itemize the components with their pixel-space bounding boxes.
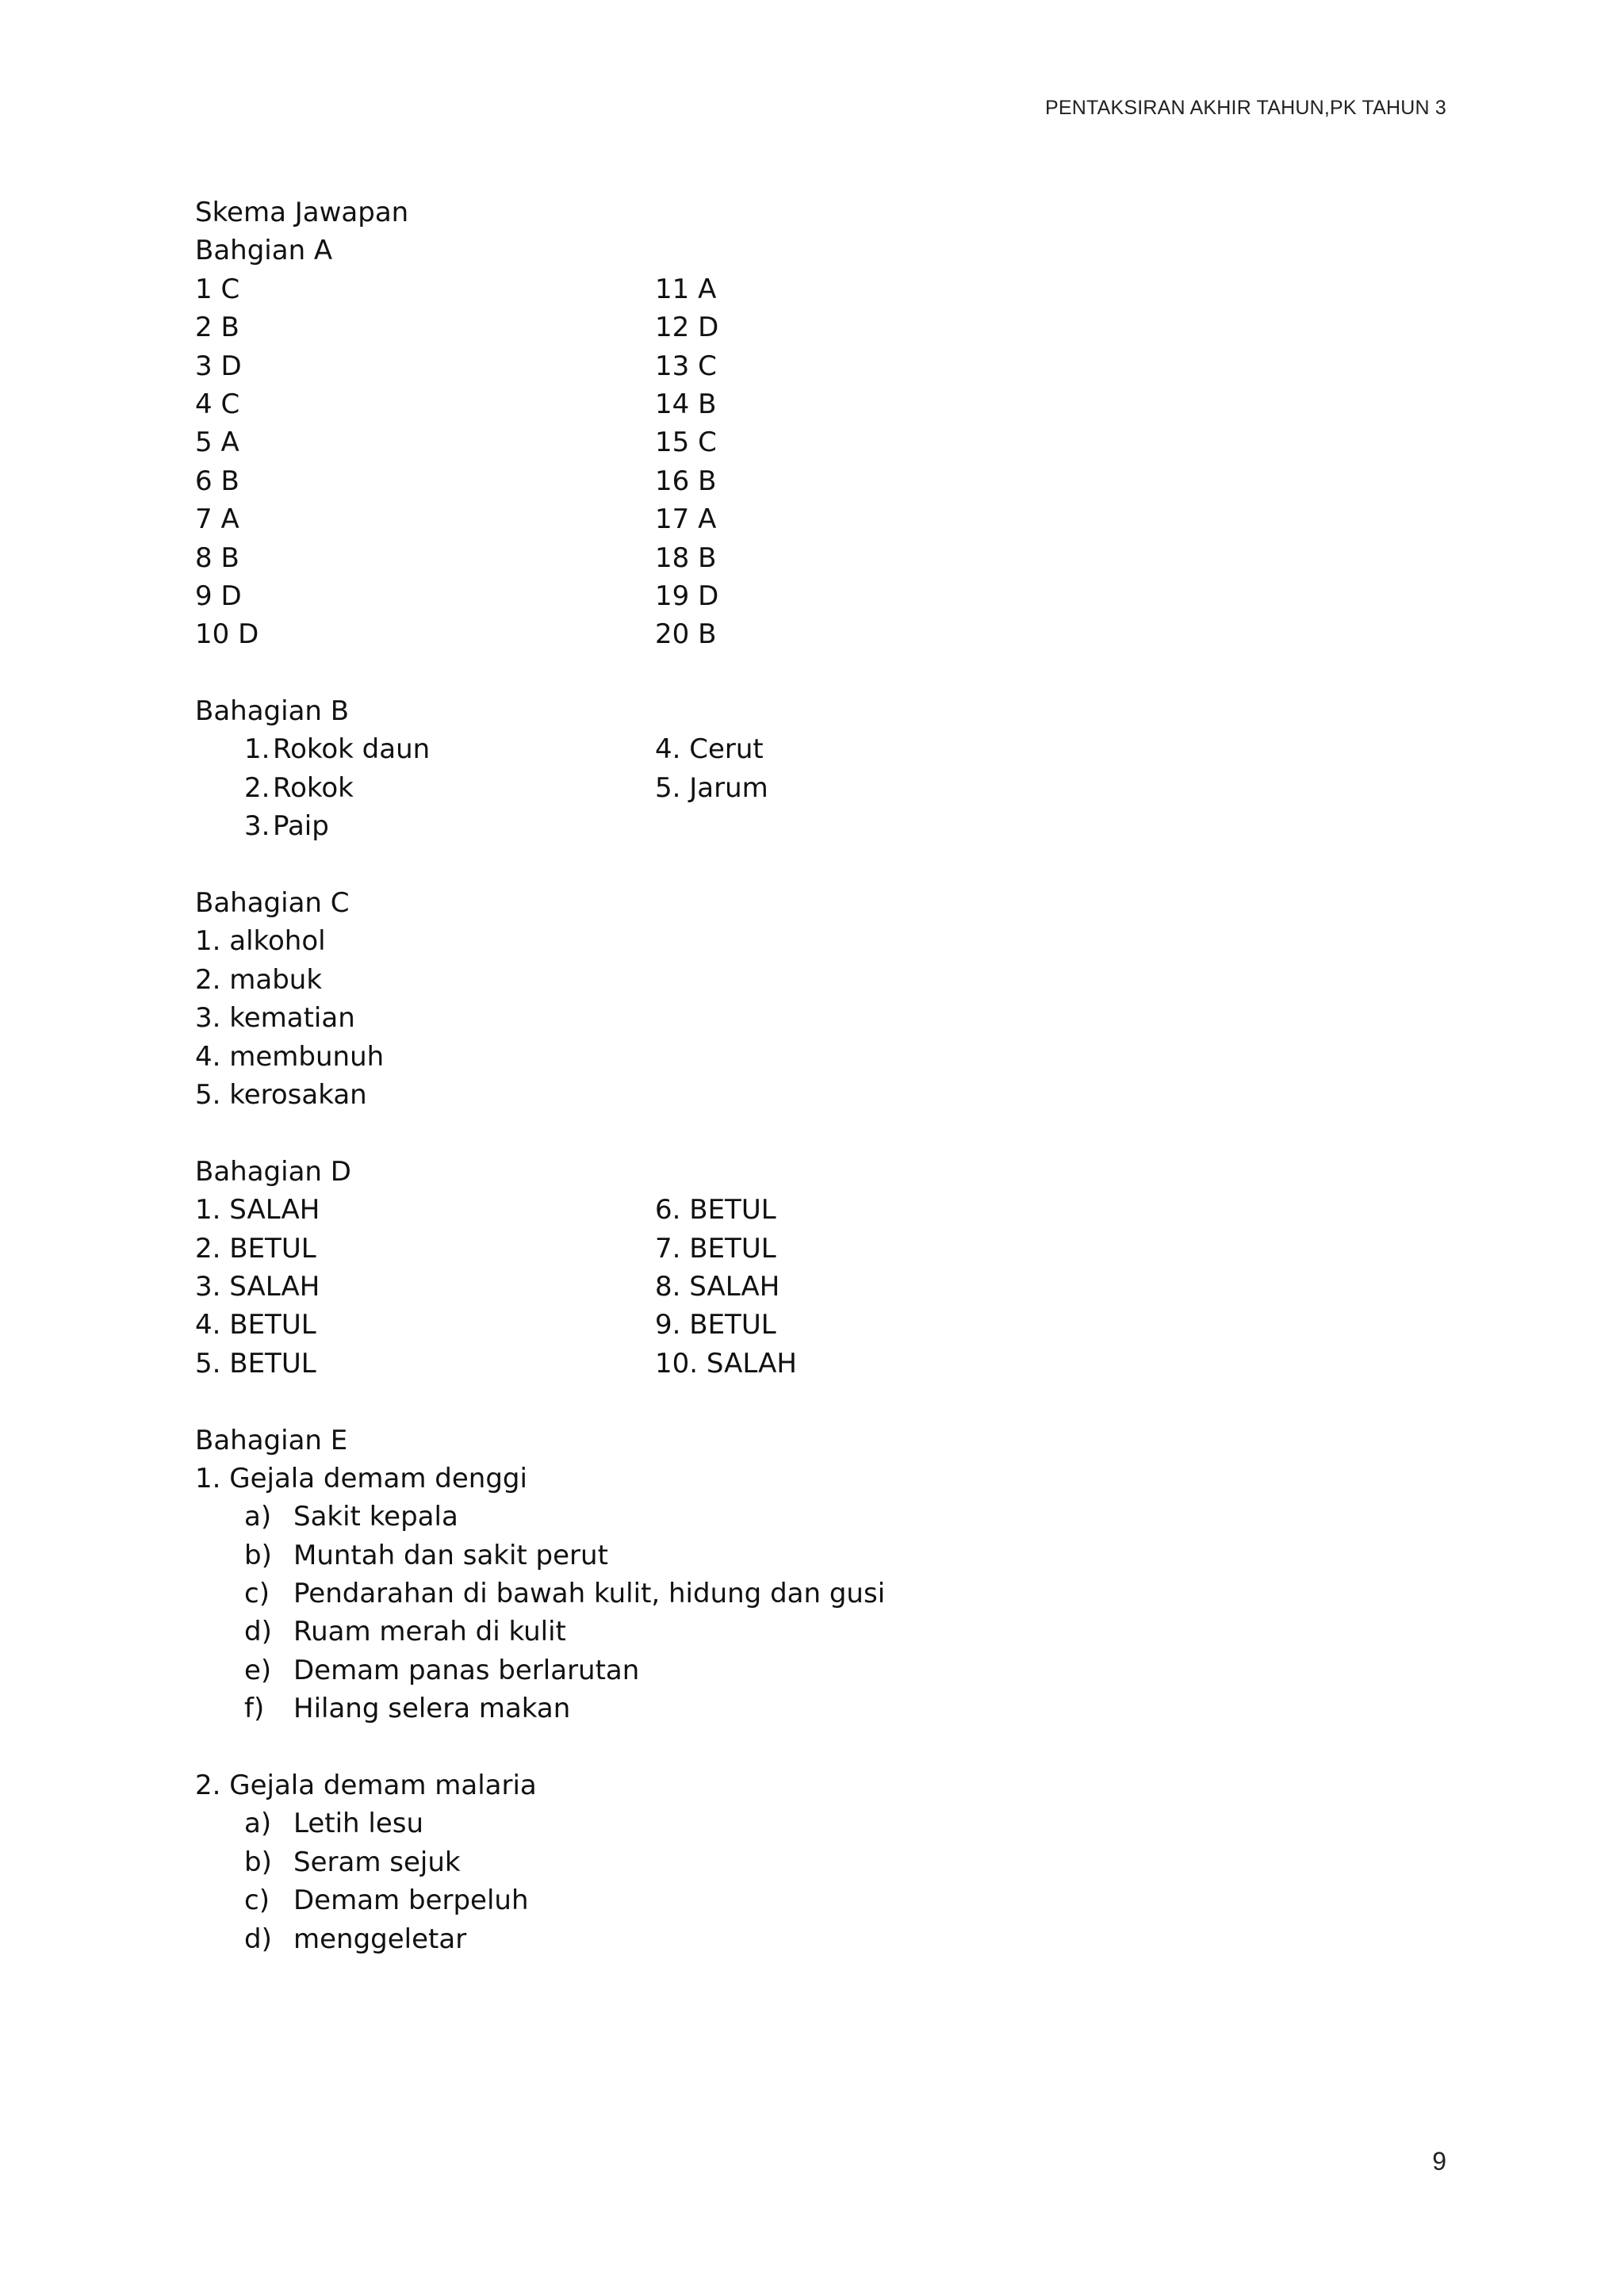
item-text: Pendarahan di bawah kulit, hidung dan gusi <box>293 1578 886 1610</box>
answer-left: 10 D <box>195 618 259 651</box>
answer-right: 13 C <box>655 350 717 382</box>
item-text: Ruam merah di kulit <box>293 1616 566 1648</box>
item-letter: e) <box>244 1654 272 1686</box>
list-item: 5. kerosakan <box>195 1078 367 1111</box>
list-item <box>195 1843 1464 1881</box>
item-text: Rokok daun <box>273 733 431 766</box>
answer-left: 4. BETUL <box>195 1309 316 1341</box>
answer-row <box>195 462 1464 500</box>
answer-row <box>195 1306 1464 1344</box>
item-number: 2. <box>244 771 270 804</box>
answer-row <box>195 308 1464 346</box>
answer-right: 19 D <box>655 580 719 612</box>
item-text: Paip <box>273 810 329 843</box>
section-b-heading: Bahagian B <box>195 695 350 728</box>
section-e-heading: Bahagian E <box>195 1424 348 1456</box>
spacer <box>195 1114 1464 1152</box>
item-letter: c) <box>244 1885 270 1917</box>
answer-right: 4. Cerut <box>655 733 764 766</box>
answer-row <box>195 807 1464 845</box>
list-item: 3. kematian <box>195 1002 355 1035</box>
section-d-heading: Bahagian D <box>195 1155 351 1188</box>
page-number: 9 <box>1432 2147 1446 2175</box>
list-item <box>195 1920 1464 1958</box>
answer-right: 6. BETUL <box>655 1194 776 1226</box>
answer-row <box>195 1191 1464 1229</box>
answer-right: 17 A <box>655 503 717 536</box>
item-letter: d) <box>244 1616 272 1648</box>
item-text: Demam berpeluh <box>293 1885 529 1917</box>
answer-row <box>195 539 1464 577</box>
spacer <box>195 654 1464 692</box>
item-letter: a) <box>244 1501 272 1533</box>
spacer <box>195 1728 1464 1766</box>
list-item <box>195 1689 1464 1728</box>
answer-right: 9. BETUL <box>655 1309 776 1341</box>
answer-left: 2. BETUL <box>195 1232 316 1265</box>
item-number: 1. <box>244 733 270 766</box>
answer-right: 7. BETUL <box>655 1232 776 1265</box>
answer-left: 1. SALAH <box>195 1194 320 1226</box>
list-item <box>195 1575 1464 1613</box>
answer-right: 8. SALAH <box>655 1270 780 1303</box>
item-letter: a) <box>244 1808 272 1840</box>
item-number: 3. <box>244 810 270 843</box>
answer-left: 9 D <box>195 580 242 612</box>
answer-row <box>195 347 1464 385</box>
answer-left: 1 C <box>195 273 240 305</box>
answer-left: 7 A <box>195 503 239 536</box>
item-text: Letih lesu <box>293 1808 424 1840</box>
item-letter: c) <box>244 1578 270 1610</box>
answer-row <box>195 1345 1464 1383</box>
item-letter: d) <box>244 1923 272 1955</box>
list-item <box>195 1536 1464 1575</box>
answer-left: 8 B <box>195 541 239 574</box>
question-title: 2. Gejala demam malaria <box>195 1770 537 1802</box>
answer-right: 11 A <box>655 273 717 305</box>
answer-left: 2 B <box>195 312 239 344</box>
list-item: 4. membunuh <box>195 1040 385 1073</box>
item-text: Rokok <box>273 771 354 804</box>
section-c-heading: Bahagian C <box>195 887 350 920</box>
page-header: PENTAKSIRAN AKHIR TAHUN,PK TAHUN 3 <box>1045 97 1446 119</box>
answer-row <box>195 423 1464 461</box>
answer-left: 5 A <box>195 427 239 459</box>
item-letter: b) <box>244 1539 272 1571</box>
answer-right: 16 B <box>655 465 717 497</box>
item-text: Hilang selera makan <box>293 1693 571 1725</box>
answer-right: 15 C <box>655 427 717 459</box>
answer-row <box>195 1268 1464 1306</box>
item-text: Seram sejuk <box>293 1846 461 1878</box>
answer-row <box>195 615 1464 653</box>
item-text: menggeletar <box>293 1923 467 1955</box>
item-text: Demam panas berlarutan <box>293 1654 640 1686</box>
spacer <box>195 846 1464 884</box>
answer-row <box>195 769 1464 807</box>
answer-right: 20 B <box>655 618 717 651</box>
question-title: 1. Gejala demam denggi <box>195 1462 527 1494</box>
answer-left: 4 C <box>195 388 240 420</box>
answer-right: 10. SALAH <box>655 1347 797 1380</box>
answer-right: 12 D <box>655 312 719 344</box>
answer-row <box>195 270 1464 308</box>
answer-row <box>195 577 1464 615</box>
answer-row <box>195 385 1464 423</box>
answer-scheme <box>195 193 1464 1958</box>
list-item <box>195 1804 1464 1843</box>
answer-row <box>195 1230 1464 1268</box>
answer-left: 3. SALAH <box>195 1270 320 1303</box>
answer-right: 5. Jarum <box>655 771 768 804</box>
list-item <box>195 1881 1464 1919</box>
item-text: Muntah dan sakit perut <box>293 1539 608 1571</box>
list-item <box>195 1651 1464 1689</box>
document-title: Skema Jawapan <box>195 197 409 228</box>
list-item: 2. mabuk <box>195 963 323 996</box>
item-text: Sakit kepala <box>293 1501 458 1533</box>
list-item <box>195 1613 1464 1651</box>
answer-right: 18 B <box>655 541 717 574</box>
answer-row <box>195 730 1464 768</box>
section-a-heading: Bahgian A <box>195 235 333 267</box>
item-letter: f) <box>244 1693 265 1725</box>
answer-right: 14 B <box>655 388 717 420</box>
answer-row <box>195 500 1464 538</box>
item-letter: b) <box>244 1846 272 1878</box>
answer-left: 5. BETUL <box>195 1347 316 1380</box>
answer-left: 3 D <box>195 350 242 382</box>
list-item <box>195 1498 1464 1536</box>
answer-left: 6 B <box>195 465 239 497</box>
spacer <box>195 1383 1464 1421</box>
list-item: 1. alkohol <box>195 925 326 958</box>
